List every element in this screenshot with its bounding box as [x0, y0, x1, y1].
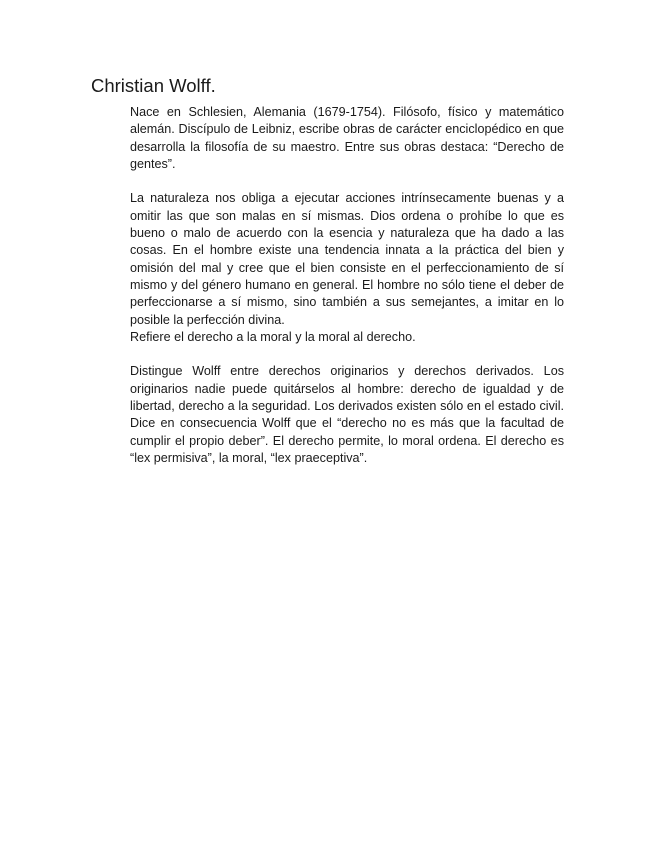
- paragraph-natural-law: La naturaleza nos obliga a ejecutar acciones intrínsecamente buenas y a omitir las que son malas en sí mismas. Dios ordena o prohíbe lo que es bueno o malo de acuerdo con la esencia y naturaleza que ha dado a las cosas. En el hombre existe una tendencia innata a la práctica del bien y omisión del mal y cree que el bien consiste en el perfeccionamiento de sí mismo y del género humano en general. El hombre no sólo tiene el deber de perfeccionarse a sí mismo, sino también a sus semejantes, a imitar en lo posible la perfección divina.: [130, 191, 564, 327]
- paragraph-biography: Nace en Schlesien, Alemania (1679-1754). Filósofo, físico y matemático alemán. Discípulo de Leibniz, escribe obras de carácter enciclopédico en que desarrolla la filosofía de su maestro. Entre sus obras destaca: “Derecho de gentes”.: [130, 105, 564, 171]
- paragraph-rights: Distingue Wolff entre derechos originarios y derechos derivados. Los originarios nadie puede quitárselos al hombre: derecho de igualdad y de libertad, derecho a la seguridad. Los derivados existen sólo en el estado civil. Dice en consecuencia Wolff que el “derecho no es más que la facultad de cumplir el propio deber”. El derecho permite, lo moral ordena. El derecho es “lex permisiva”, la moral, “lex praeceptiva”.: [130, 364, 564, 465]
- document-body: [130, 104, 564, 467]
- paragraph-law-and-morality: Refiere el derecho a la moral y la moral al derecho.: [130, 329, 416, 344]
- document-title: Christian Wolff.: [91, 75, 216, 96]
